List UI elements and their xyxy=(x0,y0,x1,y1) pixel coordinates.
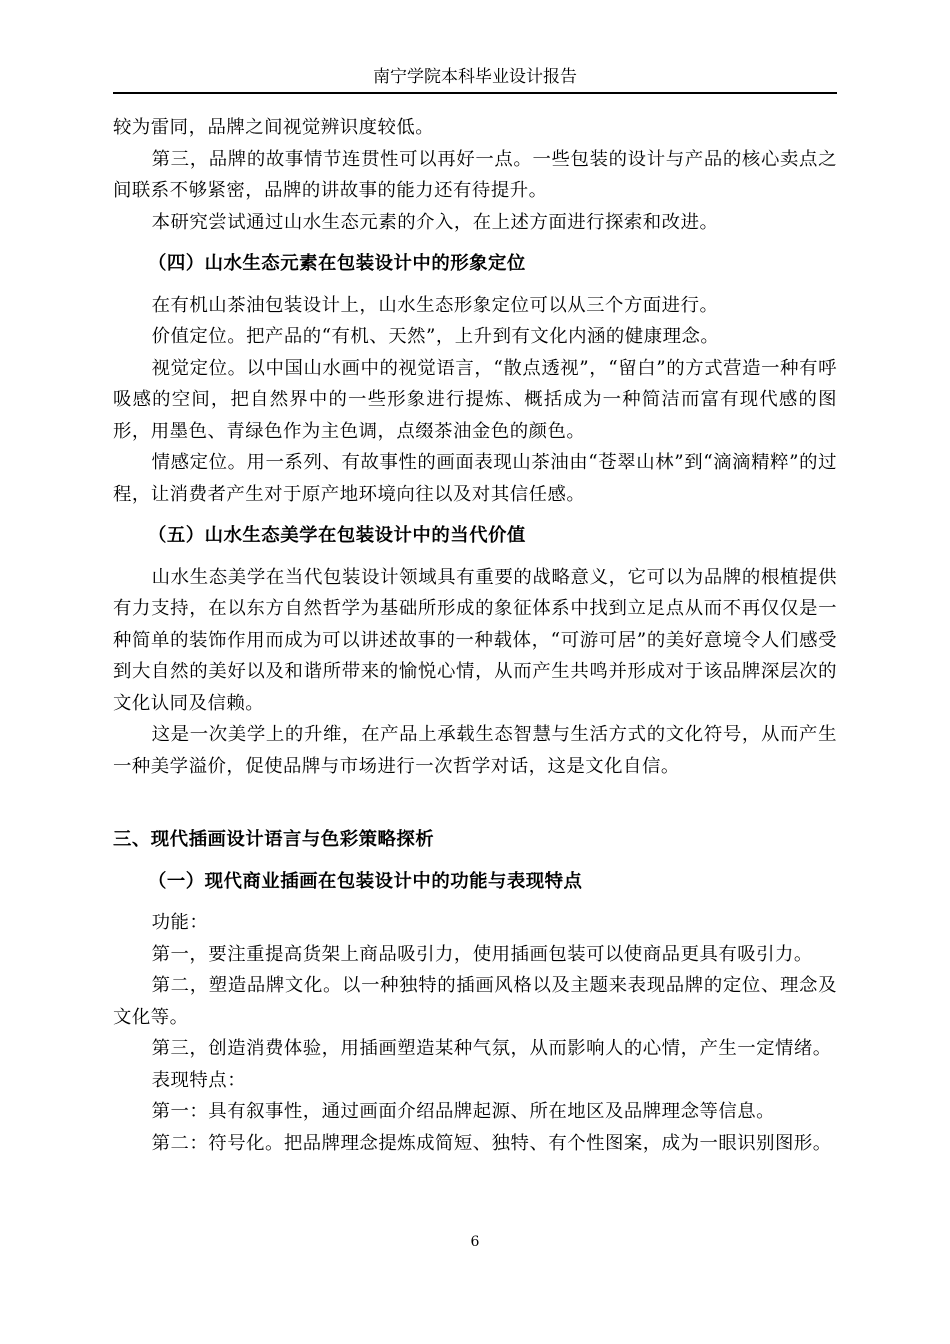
paragraph: 情感定位。用一系列、有故事性的画面表现山茶油由“苍翠山林”到“滴滴精粹”的过程，让消费者产生对于原产地环境向往以及对其信任感。 xyxy=(113,452,837,505)
section-heading: （一）现代商业插画在包装设计中的功能与表现特点 xyxy=(147,870,583,892)
paragraph: 这是一次美学上的升维，在产品上承载生态智慧与生活方式的文化符号，从而产生一种美学溢价，促使品牌与市场进行一次哲学对话，这是文化自信。 xyxy=(113,724,837,777)
paragraph: 视觉定位。以中国山水画中的视觉语言，“散点透视”，“留白”的方式营造一种有呼吸感的空间，把自然界中的一些形象进行提炼、概括成为一种简洁而富有现代感的图形，用墨色、青绿色作为主色调，点缀茶油金色的颜色。 xyxy=(113,357,837,442)
section-heading: （五）山水生态美学在包装设计中的当代价值 xyxy=(147,525,526,546)
paragraph: 山水生态美学在当代包装设计领域具有重要的战略意义，它可以为品牌的根植提供有力支持，在以东方自然哲学为基础所形成的象征体系中找到立足点从而不再仅仅是一种简单的装饰作用而成为可以讲述故事的一种载体，“可游可居”的美好意境令人们感受到大自然的美好以及和谐所带来的愉悦心情，从而产生共鸣并形成对于该品牌深层次的文化认同及信赖。 xyxy=(113,566,837,714)
section-heading: （四）山水生态元素在包装设计中的形象定位 xyxy=(147,253,526,274)
paragraph: 第三，品牌的故事情节连贯性可以再好一点。一些包装的设计与产品的核心卖点之间联系不够紧密，品牌的讲故事的能力还有待提升。 xyxy=(113,148,837,201)
paragraph: 本研究尝试通过山水生态元素的介入，在上述方面进行探索和改进。 xyxy=(151,211,719,233)
spacer xyxy=(113,782,837,820)
document-body xyxy=(113,112,837,1159)
paragraph: 价值定位。把产品的“有机、天然”，上升到有文化内涵的健康理念。 xyxy=(151,326,720,347)
paragraph: 第一：具有叙事性，通过画面介绍品牌起源、所在地区及品牌理念等信息。 xyxy=(151,1101,776,1122)
paragraph: 第二，塑造品牌文化。以一种独特的插画风格以及主题来表现品牌的定位、理念及文化等。 xyxy=(113,975,837,1028)
page-number: 6 xyxy=(470,1234,480,1250)
paragraph: 较为雷同，品牌之间视觉辨识度较低。 xyxy=(113,117,435,138)
paragraph: 在有机山茶油包装设计上，山水生态形象定位可以从三个方面进行。 xyxy=(151,294,719,316)
header-rule xyxy=(113,92,837,94)
paragraph: 表现特点： xyxy=(151,1069,247,1091)
paragraph: 第二：符号化。把品牌理念提炼成简短、独特、有个性图案，成为一眼识别图形。 xyxy=(151,1132,832,1154)
chapter-heading: 三、现代插画设计语言与色彩策略探析 xyxy=(113,829,435,850)
page-header-title: 南宁学院本科毕业设计报告 xyxy=(373,67,577,87)
paragraph: 第一，要注重提高货架上商品吸引力，使用插画包装可以使商品更具有吸引力。 xyxy=(151,943,813,965)
paragraph: 功能： xyxy=(151,912,209,933)
paragraph: 第三，创造消费体验，用插画塑造某种气氛，从而影响人的心情，产生一定情绪。 xyxy=(151,1038,832,1059)
